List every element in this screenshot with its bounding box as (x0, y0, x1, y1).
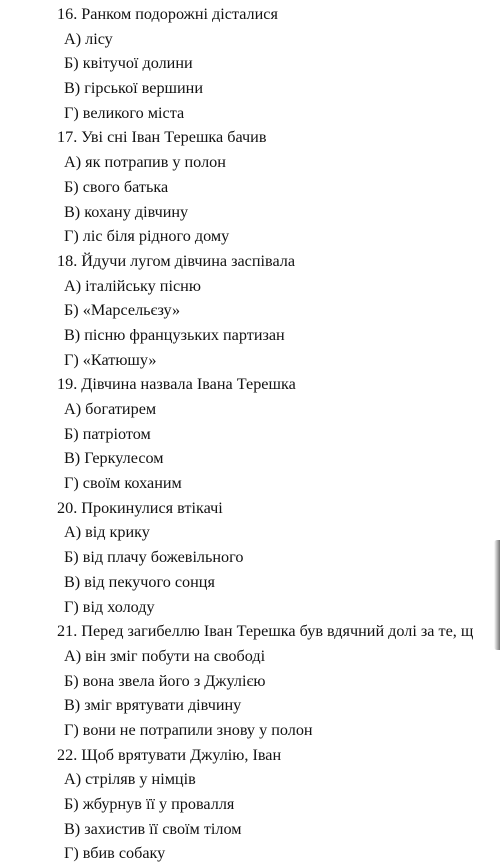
answer-option: Г) своїм коханим (64, 474, 182, 493)
answer-option: Г) «Катюшу» (64, 350, 157, 369)
answer-option: Б) свого батька (64, 177, 169, 196)
answer-option: Г) від холоду (64, 597, 155, 616)
answer-option: В) пісню французьких партизан (64, 325, 285, 344)
answer-option: В) Геркулесом (64, 449, 164, 468)
answer-option: Б) патріотом (64, 424, 151, 443)
answer-option: В) гірської вершини (64, 79, 203, 98)
answer-option: В) захистив її своїм тілом (64, 819, 242, 838)
answer-option: А) він зміг побути на свободі (64, 646, 266, 665)
question-text: 17. Уві сні Іван Терешка бачив (57, 128, 267, 147)
page-edge-shadow (494, 540, 500, 650)
question-block (0, 372, 500, 495)
question-text: 21. Перед загибеллю Іван Терешка був вдячний долі за те, щ (57, 622, 474, 641)
answer-option: А) італійську пісню (64, 276, 201, 295)
question-block (0, 249, 500, 372)
question-text: 19. Дівчина назвала Івана Терешка (57, 375, 296, 394)
question-list (0, 2, 500, 865)
answer-option: А) лісу (64, 29, 113, 48)
question-block (0, 2, 500, 125)
question-text: 22. Щоб врятувати Джулію, Іван (57, 745, 282, 764)
answer-option: Б) квітучої долини (64, 54, 193, 73)
answer-option: Б) жбурнув її у провалля (64, 795, 235, 813)
question-block (0, 619, 500, 742)
answer-option: В) кохану дівчину (64, 202, 189, 221)
answer-option: Б) вона звела його з Джулією (64, 671, 266, 690)
answer-option: Г) вбив собаку (64, 844, 166, 863)
question-block (0, 125, 500, 248)
answer-option: Г) великого міста (64, 103, 185, 122)
answer-option: А) від крику (64, 523, 150, 542)
question-block (0, 743, 500, 865)
answer-option: А) стріляв у німців (64, 770, 196, 789)
answer-option: Б) від плачу божевільного (64, 548, 244, 567)
question-text: 16. Ранком подорожні дісталися (57, 5, 278, 23)
question-text: 18. Йдучи лугом дівчина заспівала (57, 251, 296, 270)
answer-option: А) як потрапив у полон (64, 153, 226, 172)
question-text: 20. Прокинулися втікачі (57, 498, 223, 517)
answer-option: Г) вони не потрапили знову у полон (64, 720, 313, 739)
answer-option: Б) «Марсельєзу» (64, 301, 181, 320)
question-block (0, 496, 500, 619)
answer-option: А) богатирем (64, 400, 157, 418)
answer-option: В) зміг врятувати дівчину (64, 696, 242, 715)
answer-option: Г) ліс біля рідного дому (64, 227, 230, 246)
answer-option: В) від пекучого сонця (64, 572, 215, 591)
